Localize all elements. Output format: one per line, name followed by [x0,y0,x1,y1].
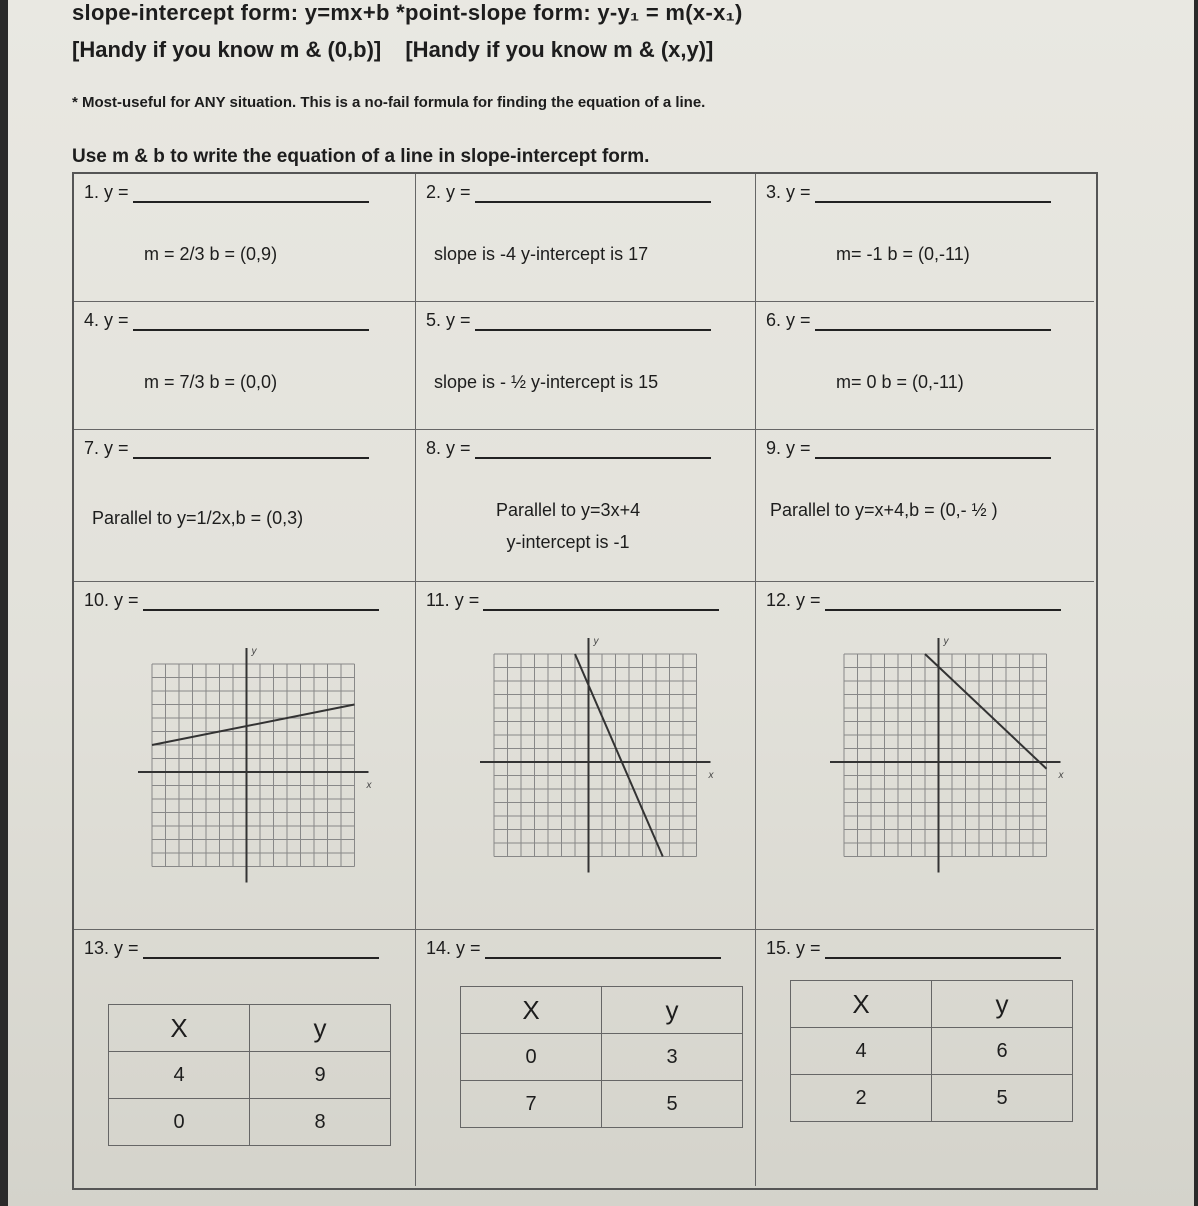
coordinate-graph [476,632,716,892]
problem-label: 7. y = [84,438,129,458]
problem-clue: Parallel to y=1/2x,b = (0,3) [92,508,304,528]
xy-table [790,980,1073,1122]
y-value: 5 [932,1075,1073,1122]
coordinate-graph [134,642,374,902]
y-value: 6 [932,1028,1073,1075]
problem-label: 12. y = [766,590,821,610]
plotted-line [925,654,1047,769]
x-value: 2 [791,1075,932,1122]
problem-5 [416,302,756,430]
problem-9 [756,430,1094,582]
problem-2 [416,174,756,302]
answer-blank[interactable] [475,185,711,203]
plotted-line [152,705,355,746]
y-axis-label: y [251,646,257,657]
answer-blank[interactable] [133,313,369,331]
problem-label: 15. y = [766,938,821,958]
problem-7 [74,430,416,582]
x-header: X [461,987,602,1034]
problem-clue: m= -1 b = (0,-11) [836,244,970,264]
problem-6 [756,302,1094,430]
problem-15 [756,930,1094,1186]
x-value: 4 [791,1028,932,1075]
instructions: Use m & b to write the equation of a line in slope-intercept form. [72,146,650,167]
problem-grid [72,172,1098,1190]
x-axis-label: x [366,780,372,791]
x-value: 0 [109,1099,250,1146]
y-axis-label: y [943,636,949,647]
problem-label: 8. y = [426,438,471,458]
answer-blank[interactable] [475,441,711,459]
problem-13 [74,930,416,1186]
formula-header: slope-intercept form: y=mx+b *point-slope form: y-y₁ = m(x-x₁) [72,0,743,25]
problem-label: 5. y = [426,310,471,330]
problem-8 [416,430,756,582]
point-slope-hint: [Handy if you know m & (x,y)] [405,37,714,62]
answer-blank[interactable] [143,593,379,611]
problem-label: 14. y = [426,938,481,958]
problem-12 [756,582,1094,930]
answer-blank[interactable] [143,941,379,959]
problem-clue: Parallel to y=x+4,b = (0,- ½ ) [770,500,998,520]
answer-blank[interactable] [133,185,369,203]
problem-clue: m= 0 b = (0,-11) [836,372,964,392]
problem-4 [74,302,416,430]
y-header: y [602,987,743,1034]
answer-blank[interactable] [483,593,719,611]
answer-blank[interactable] [475,313,711,331]
y-header: y [250,1005,391,1052]
y-value: 3 [602,1034,743,1081]
footnote: * Most-useful for ANY situation. This is a no-fail formula for finding the equation of a line. [72,94,706,111]
answer-blank[interactable] [485,941,721,959]
y-value: 5 [602,1081,743,1128]
problem-clue: slope is -4 y-intercept is 17 [434,244,649,264]
x-value: 0 [461,1034,602,1081]
x-header: X [791,981,932,1028]
problem-clue-2: y-intercept is -1 [506,532,630,552]
y-value: 8 [250,1099,391,1146]
answer-blank[interactable] [825,593,1061,611]
x-header: X [109,1005,250,1052]
problem-clue: m = 7/3 b = (0,0) [144,372,278,392]
problem-10 [74,582,416,930]
problem-label: 13. y = [84,938,139,958]
coordinate-graph [826,632,1066,892]
y-header: y [932,981,1073,1028]
answer-blank[interactable] [133,441,369,459]
problem-label: 2. y = [426,182,471,202]
problem-1 [74,174,416,302]
xy-table [108,1004,391,1146]
answer-blank[interactable] [815,313,1051,331]
x-axis-label: x [708,770,714,781]
slope-intercept-hint: [Handy if you know m & (0,b)] [72,37,382,62]
problem-label: 10. y = [84,590,139,610]
xy-table [460,986,743,1128]
problem-11 [416,582,756,930]
worksheet-page [8,0,1194,1206]
answer-blank[interactable] [825,941,1061,959]
y-value: 9 [250,1052,391,1099]
x-axis-label: x [1058,770,1064,781]
problem-label: 11. y = [426,590,480,610]
problem-label: 6. y = [766,310,811,330]
problem-label: 1. y = [84,182,129,202]
problem-label: 4. y = [84,310,129,330]
answer-blank[interactable] [815,185,1051,203]
problem-clue: m = 2/3 b = (0,9) [144,244,278,264]
problem-label: 9. y = [766,438,811,458]
problem-label: 3. y = [766,182,811,202]
problem-clue: Parallel to y=3x+4 [496,500,641,520]
answer-blank[interactable] [815,441,1051,459]
problem-14 [416,930,756,1186]
formula-hints [72,37,731,63]
x-value: 7 [461,1081,602,1128]
problem-3 [756,174,1094,302]
x-value: 4 [109,1052,250,1099]
problem-clue: slope is - ½ y-intercept is 15 [434,372,659,392]
y-axis-label: y [593,636,599,647]
